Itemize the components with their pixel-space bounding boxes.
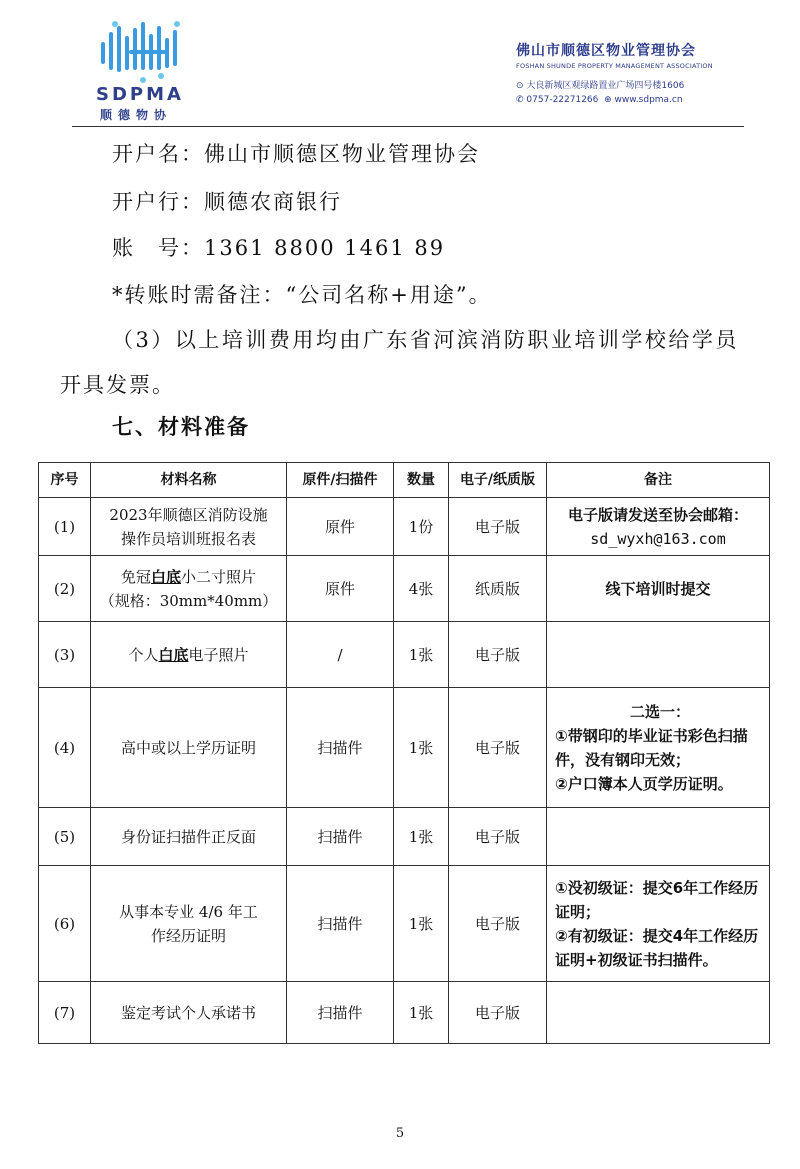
header-format: 电子/纸质版: [449, 463, 547, 498]
row-type: 扫描件: [287, 982, 394, 1044]
row-note: [547, 808, 770, 866]
row-type: 扫描件: [287, 866, 394, 982]
row-note: [547, 982, 770, 1044]
website-text: www.sdpma.cn: [614, 95, 683, 105]
row-format: 电子版: [449, 808, 547, 866]
row-format: 电子版: [449, 866, 547, 982]
row-name: [91, 556, 287, 622]
table-row: [39, 982, 770, 1044]
section-title-materials: 七、材料准备: [112, 415, 250, 439]
row-note: 线下培训时提交: [547, 556, 770, 622]
phone-icon: ✆: [516, 95, 524, 105]
row-name: 高中或以上学历证明: [91, 688, 287, 808]
invoice-note-line-2: 开具发票。: [60, 373, 175, 397]
row-format: 电子版: [449, 622, 547, 688]
org-address: [516, 78, 716, 91]
header-divider: [72, 126, 744, 127]
bank-line: 开户行：顺德农商银行: [112, 190, 342, 214]
row-note: [547, 688, 770, 808]
name-part: 个人: [128, 645, 159, 664]
note-line: ②有初级证：提交4年工作经历证明+初级证书扫描件。: [555, 926, 759, 969]
table-row: [39, 556, 770, 622]
table-row: [39, 808, 770, 866]
row-qty: 1张: [394, 622, 449, 688]
row-no: (1): [39, 498, 91, 556]
name-line: 2023年顺德区消防设施: [109, 505, 268, 524]
name-part: 小二寸照片: [181, 567, 257, 586]
note-line: ①没初级证：提交6年工作经历证明；: [555, 878, 759, 921]
note-line: 二选一：: [629, 702, 690, 721]
note-line: 电子版请发送至协会邮箱：: [567, 505, 748, 524]
row-note: [547, 622, 770, 688]
table-row: [39, 866, 770, 982]
org-name-english: FOSHAN SHUNDE PROPERTY MANAGEMENT ASSOCIATION: [516, 62, 713, 70]
organization-info: [516, 40, 716, 105]
name-part: 电子照片: [188, 645, 249, 664]
row-name: [91, 622, 287, 688]
row-qty: 1张: [394, 808, 449, 866]
row-no: (3): [39, 622, 91, 688]
org-name-chinese: 佛山市顺德区物业管理协会: [516, 43, 696, 59]
row-no: (6): [39, 866, 91, 982]
table-header-row: [39, 463, 770, 498]
logo-chinese-name: 顺德物协: [100, 108, 173, 122]
header-qty: 数量: [394, 463, 449, 498]
name-line: 从事本专业 4/6 年工: [119, 902, 258, 921]
row-no: (5): [39, 808, 91, 866]
row-qty: 4张: [394, 556, 449, 622]
name-line: 作经历证明: [150, 926, 226, 945]
page-number: 5: [395, 1126, 405, 1141]
row-qty: 1张: [394, 688, 449, 808]
note-line: ①带钢印的毕业证书彩色扫描件，没有钢印无效；: [555, 726, 748, 769]
materials-table: [38, 462, 770, 1044]
header-type: 原件/扫描件: [287, 463, 394, 498]
org-contact: [516, 95, 716, 105]
row-no: (2): [39, 556, 91, 622]
row-type: 原件: [287, 498, 394, 556]
row-format: 电子版: [449, 688, 547, 808]
row-note: [547, 866, 770, 982]
row-name: 鉴定考试个人承诺书: [91, 982, 287, 1044]
name-spec: （规格：30mm*40mm）: [99, 591, 278, 610]
email-address: sd_wyxh@163.com: [590, 529, 726, 548]
header-no: 序号: [39, 463, 91, 498]
row-qty: 1张: [394, 982, 449, 1044]
row-note: [547, 498, 770, 556]
transfer-remark-line: *转账时需备注：“公司名称+用途”。: [112, 283, 492, 307]
row-format: 电子版: [449, 498, 547, 556]
phone-text: 0757-22271266: [526, 95, 599, 105]
logo-text: SDPMA: [96, 84, 184, 105]
row-name: 身份证扫描件正反面: [91, 808, 287, 866]
table-row: [39, 622, 770, 688]
name-underlined: 白底: [150, 567, 181, 586]
row-no: (4): [39, 688, 91, 808]
globe-icon: ⊕: [604, 95, 612, 105]
account-name-line: 开户名：佛山市顺德区物业管理协会: [112, 142, 480, 166]
row-name: [91, 866, 287, 982]
row-name: [91, 498, 287, 556]
letterhead: [0, 0, 800, 130]
address-text: 大良新城区观绿路置业广场四号楼1606: [526, 81, 685, 91]
row-type: 原件: [287, 556, 394, 622]
row-type: /: [287, 622, 394, 688]
note-line: ②户口簿本人页学历证明。: [555, 774, 733, 793]
table-row: [39, 688, 770, 808]
row-qty: 1份: [394, 498, 449, 556]
header-name: 材料名称: [91, 463, 287, 498]
row-type: 扫描件: [287, 808, 394, 866]
row-format: 电子版: [449, 982, 547, 1044]
row-qty: 1张: [394, 866, 449, 982]
account-number-line: 账 号：1361 8800 1461 89: [112, 236, 446, 260]
row-type: 扫描件: [287, 688, 394, 808]
name-underlined: 白底: [158, 645, 189, 664]
row-format: 纸质版: [449, 556, 547, 622]
row-no: (7): [39, 982, 91, 1044]
location-pin-icon: ⊙: [516, 81, 524, 91]
name-line: 操作员培训班报名表: [120, 529, 256, 548]
name-part: 免冠: [120, 567, 151, 586]
header-note: 备注: [547, 463, 770, 498]
invoice-note-line-1: （3）以上培训费用均由广东省河滨消防职业培训学校给学员: [112, 328, 739, 352]
table-row: [39, 498, 770, 556]
